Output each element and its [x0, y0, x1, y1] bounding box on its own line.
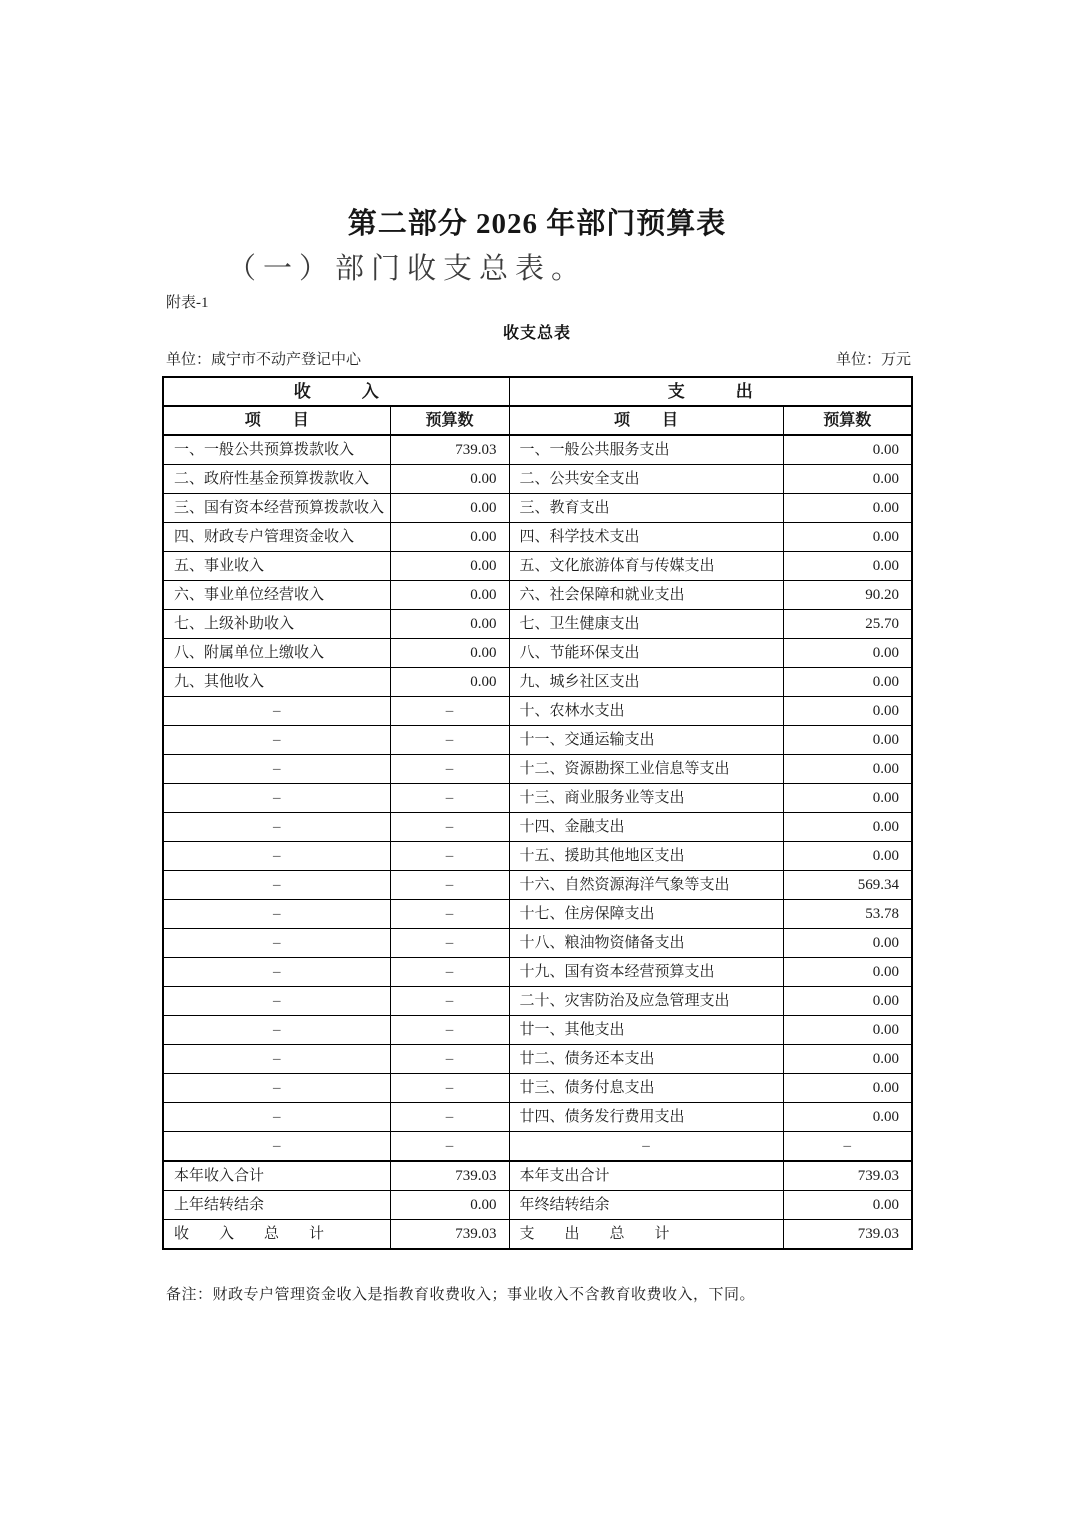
expense-budget-cell: 0.00 [783, 552, 912, 581]
expense-item-cell: 支 出 总 计 [509, 1220, 783, 1250]
expense-item-cell: 一、一般公共服务支出 [509, 435, 783, 465]
expense-item-cell: 本年支出合计 [509, 1161, 783, 1191]
expense-budget-cell: 0.00 [783, 639, 912, 668]
income-budget-cell: 0.00 [390, 668, 509, 697]
expense-budget-cell: 0.00 [783, 842, 912, 871]
income-budget-col-header: 预算数 [390, 406, 509, 435]
expense-item-cell: 三、教育支出 [509, 494, 783, 523]
table-row [163, 1074, 912, 1103]
expense-budget-cell: 0.00 [783, 784, 912, 813]
table-row [163, 1016, 912, 1045]
unit-row [166, 348, 911, 369]
expense-item-cell: 十八、粮油物资储备支出 [509, 929, 783, 958]
expense-budget-cell: 0.00 [783, 987, 912, 1016]
expense-item-cell: 十七、住房保障支出 [509, 900, 783, 929]
income-budget-cell: – [390, 697, 509, 726]
income-budget-cell: – [390, 1132, 509, 1162]
income-item-cell: – [163, 871, 390, 900]
table-row [163, 697, 912, 726]
income-budget-cell: 0.00 [390, 581, 509, 610]
table-row [163, 929, 912, 958]
income-item-cell: 九、其他收入 [163, 668, 390, 697]
expense-item-cell: – [509, 1132, 783, 1162]
expense-budget-cell: 0.00 [783, 813, 912, 842]
expense-budget-cell: 0.00 [783, 494, 912, 523]
expense-item-cell: 六、社会保障和就业支出 [509, 581, 783, 610]
income-budget-cell: 739.03 [390, 1161, 509, 1191]
expense-item-cell: 十五、援助其他地区支出 [509, 842, 783, 871]
expense-budget-cell: 0.00 [783, 958, 912, 987]
expense-item-cell: 廿四、债务发行费用支出 [509, 1103, 783, 1132]
section-header-row [163, 377, 912, 406]
table-row [163, 987, 912, 1016]
table-row [163, 784, 912, 813]
income-budget-cell: – [390, 958, 509, 987]
income-budget-cell: – [390, 871, 509, 900]
income-budget-cell: 0.00 [390, 523, 509, 552]
income-item-cell: 上年结转结余 [163, 1191, 390, 1220]
doc-title: 第二部分 2026 年部门预算表 [347, 208, 727, 240]
expense-item-cell: 廿一、其他支出 [509, 1016, 783, 1045]
expense-item-cell: 廿三、债务付息支出 [509, 1074, 783, 1103]
expense-item-cell: 八、节能环保支出 [509, 639, 783, 668]
expense-item-cell: 十九、国有资本经营预算支出 [509, 958, 783, 987]
income-item-cell: – [163, 813, 390, 842]
budget-table [162, 376, 913, 1250]
table-row [163, 842, 912, 871]
expense-budget-cell: 0.00 [783, 697, 912, 726]
income-item-cell: – [163, 987, 390, 1016]
table-row [163, 1103, 912, 1132]
expense-item-cell: 十三、商业服务业等支出 [509, 784, 783, 813]
expense-item-cell: 十、农林水支出 [509, 697, 783, 726]
table-row [163, 435, 912, 465]
income-item-cell: – [163, 1074, 390, 1103]
expense-budget-cell: 0.00 [783, 465, 912, 494]
income-item-cell: – [163, 726, 390, 755]
footnote: 备注：财政专户管理资金收入是指教育收费收入；事业收入不含教育收费收入，下同。 [166, 1287, 756, 1303]
doc-subtitle: （一）部门收支总表。 [227, 253, 588, 285]
income-item-cell: – [163, 1132, 390, 1162]
expense-item-cell: 五、文化旅游体育与传媒支出 [509, 552, 783, 581]
expense-item-cell: 十四、金融支出 [509, 813, 783, 842]
income-budget-cell: – [390, 987, 509, 1016]
income-budget-cell: – [390, 1016, 509, 1045]
table-row [163, 494, 912, 523]
expense-budget-col-header: 预算数 [783, 406, 912, 435]
income-budget-cell: – [390, 755, 509, 784]
expense-budget-cell: 25.70 [783, 610, 912, 639]
table-row [163, 581, 912, 610]
table-row [163, 726, 912, 755]
expense-section-header: 支 出 [509, 377, 912, 406]
expense-budget-cell: 90.20 [783, 581, 912, 610]
income-budget-cell: 0.00 [390, 639, 509, 668]
income-budget-cell: 739.03 [390, 435, 509, 465]
table-row [163, 668, 912, 697]
income-item-cell: 三、国有资本经营预算拨款收入 [163, 494, 390, 523]
income-item-cell: – [163, 697, 390, 726]
column-header-row [163, 406, 912, 435]
expense-budget-cell: 739.03 [783, 1161, 912, 1191]
expense-item-cell: 十二、资源勘探工业信息等支出 [509, 755, 783, 784]
income-budget-cell: 0.00 [390, 1191, 509, 1220]
income-budget-cell: – [390, 900, 509, 929]
table-row [163, 871, 912, 900]
income-budget-cell: – [390, 1074, 509, 1103]
income-budget-cell: – [390, 784, 509, 813]
table-row [163, 1161, 912, 1191]
income-budget-cell: – [390, 726, 509, 755]
expense-budget-cell: 0.00 [783, 668, 912, 697]
income-budget-cell: 739.03 [390, 1220, 509, 1250]
expense-budget-cell: 0.00 [783, 929, 912, 958]
expense-item-cell: 十一、交通运输支出 [509, 726, 783, 755]
table-row [163, 1191, 912, 1220]
expense-item-cell: 二、公共安全支出 [509, 465, 783, 494]
expense-item-col-header: 项 目 [509, 406, 783, 435]
income-item-cell: – [163, 958, 390, 987]
income-item-cell: 一、一般公共预算拨款收入 [163, 435, 390, 465]
table-row [163, 1045, 912, 1074]
income-budget-cell: 0.00 [390, 465, 509, 494]
expense-budget-cell: 53.78 [783, 900, 912, 929]
income-item-col-header: 项 目 [163, 406, 390, 435]
income-item-cell: 四、财政专户管理资金收入 [163, 523, 390, 552]
income-budget-cell: – [390, 929, 509, 958]
income-item-cell: 七、上级补助收入 [163, 610, 390, 639]
table-row [163, 639, 912, 668]
expense-item-cell: 廿二、债务还本支出 [509, 1045, 783, 1074]
income-item-cell: – [163, 1045, 390, 1074]
expense-item-cell: 二十、灾害防治及应急管理支出 [509, 987, 783, 1016]
income-item-cell: 五、事业收入 [163, 552, 390, 581]
table-row [163, 610, 912, 639]
expense-budget-cell: 569.34 [783, 871, 912, 900]
currency-unit-label: 单位：万元 [835, 352, 911, 368]
income-item-cell: – [163, 900, 390, 929]
income-budget-cell: – [390, 1045, 509, 1074]
expense-budget-cell: 0.00 [783, 1016, 912, 1045]
income-item-cell: – [163, 842, 390, 871]
income-item-cell: 六、事业单位经营收入 [163, 581, 390, 610]
expense-budget-cell: – [783, 1132, 912, 1162]
table-row [163, 755, 912, 784]
expense-budget-cell: 0.00 [783, 726, 912, 755]
expense-budget-cell: 0.00 [783, 435, 912, 465]
income-item-cell: – [163, 929, 390, 958]
table-row [163, 552, 912, 581]
expense-item-cell: 年终结转结余 [509, 1191, 783, 1220]
expense-item-cell: 九、城乡社区支出 [509, 668, 783, 697]
income-section-header: 收 入 [163, 377, 509, 406]
income-item-cell: 二、政府性基金预算拨款收入 [163, 465, 390, 494]
table-row [163, 900, 912, 929]
income-budget-cell: – [390, 842, 509, 871]
table-row [163, 958, 912, 987]
income-item-cell: 八、附属单位上缴收入 [163, 639, 390, 668]
table-row [163, 523, 912, 552]
income-item-cell: 本年收入合计 [163, 1161, 390, 1191]
expense-budget-cell: 739.03 [783, 1220, 912, 1250]
table-row [163, 813, 912, 842]
table-title: 收支总表 [502, 325, 571, 342]
table-row [163, 465, 912, 494]
income-budget-cell: 0.00 [390, 610, 509, 639]
income-item-cell: – [163, 1103, 390, 1132]
income-item-cell: 收 入 总 计 [163, 1220, 390, 1250]
income-item-cell: – [163, 1016, 390, 1045]
income-item-cell: – [163, 784, 390, 813]
unit-name-label: 单位：咸宁市不动产登记中心 [166, 352, 362, 368]
income-budget-cell: – [390, 1103, 509, 1132]
expense-item-cell: 七、卫生健康支出 [509, 610, 783, 639]
expense-budget-cell: 0.00 [783, 1074, 912, 1103]
table-row [163, 1220, 912, 1250]
expense-budget-cell: 0.00 [783, 1103, 912, 1132]
expense-item-cell: 四、科学技术支出 [509, 523, 783, 552]
expense-budget-cell: 0.00 [783, 755, 912, 784]
income-budget-cell: 0.00 [390, 552, 509, 581]
income-item-cell: – [163, 755, 390, 784]
expense-budget-cell: 0.00 [783, 523, 912, 552]
income-budget-cell: – [390, 813, 509, 842]
attachment-label: 附表-1 [166, 295, 209, 311]
expense-budget-cell: 0.00 [783, 1045, 912, 1074]
expense-budget-cell: 0.00 [783, 1191, 912, 1220]
income-budget-cell: 0.00 [390, 494, 509, 523]
table-row [163, 1132, 912, 1162]
expense-item-cell: 十六、自然资源海洋气象等支出 [509, 871, 783, 900]
